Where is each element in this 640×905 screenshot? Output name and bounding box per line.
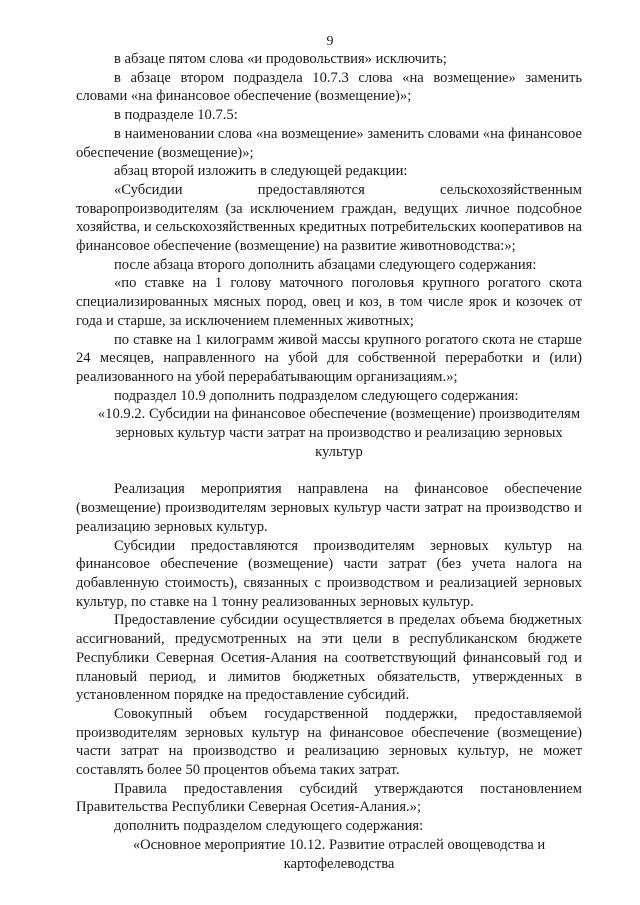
page-number: 9 [326,34,334,49]
paragraph: абзац второй изложить в следующей редакции: [114,163,408,180]
paragraph: «по ставке на 1 голову маточного поголовья крупного рогатого скота специализированных мясных пород, овец и коз, в том числе ярок и козочек от года и старше, за исключением племенных животных; [76,275,582,329]
paragraph: Субсидии предоставляются производителям зерновых культур на финансовое обеспечение (возмещение) части затрат (без учета налога на добавленную стоимость), связанных с производством и реализацией зерновых культур, по ставке на 1 тонну реализованных зерновых культур. [76,537,582,610]
paragraph: после абзаца второго дополнить абзацами следующего содержания: [114,256,537,273]
paragraph: в абзаце втором подраздела 10.7.3 слова «на возмещение» заменить словами «на финансовое обеспечение (возмещение)»; [76,69,582,105]
paragraph: в абзаце пятом слова «и продовольствия» исключить; [114,51,447,67]
paragraph: дополнить подразделом следующего содержания: [114,818,424,835]
paragraph: по ставке на 1 килограмм живой массы крупного рогатого скота не старше 24 месяцев, направленного на убой для собственной переработки и (или) реализованного на убой перерабатывающим организациям.»; [76,331,582,385]
paragraph: Правила предоставления субсидий утверждаются постановлением Правительства Республики Северная Осетия-Алания.»; [76,780,582,816]
section-heading-10-9-2: «10.9.2. Субсидии на финансовое обеспечение (возмещение) производителям зерновых культур части затрат на производство и реализацию зерновых культур [97,406,581,460]
paragraph: Предоставление субсидии осуществляется в пределах объема бюджетных ассигнований, предусмотренных на эти цели в республиканском бюджете Республики Северная Осетия-Алания на соответствующий финансовый год и плановый период, и лимитов бюджетных обязательств, утвержденных в установленном порядке на предоставление субсидий. [76,612,582,704]
paragraph: Совокупный объем государственной поддержки, предоставляемой производителям зерновых культур на финансовое обеспечение (возмещение) части затрат на производство и реализацию зерновых культур, не может составлять более 50 процентов объема таких затрат. [76,705,582,779]
document-body [76,50,582,873]
paragraph: подраздел 10.9 дополнить подразделом следующего содержания: [114,387,519,404]
section-heading-10-12: «Основное мероприятие 10.12. Развитие отраслей овощеводства и картофелеводства [132,836,546,872]
paragraph: Реализация мероприятия направлена на финансовое обеспечение (возмещение) производителям зерновых культур части затрат на производство и реализацию зерновых культур. [76,481,582,535]
spacer [76,461,582,480]
paragraph: в наименовании слова «на возмещение» заменить словами «на финансовое обеспечение (возмещение)»; [76,125,582,161]
paragraph: в подразделе 10.7.5: [114,107,238,124]
paragraph: «Субсидии предоставляются сельскохозяйственным товаропроизводителям (за исключением граждан, ведущих личное подсобное хозяйства, и сельскохозяйственных кредитных потребительских кооперативов на финансовое обеспечение (возмещение) на развитие животноводства:»; [76,181,582,255]
